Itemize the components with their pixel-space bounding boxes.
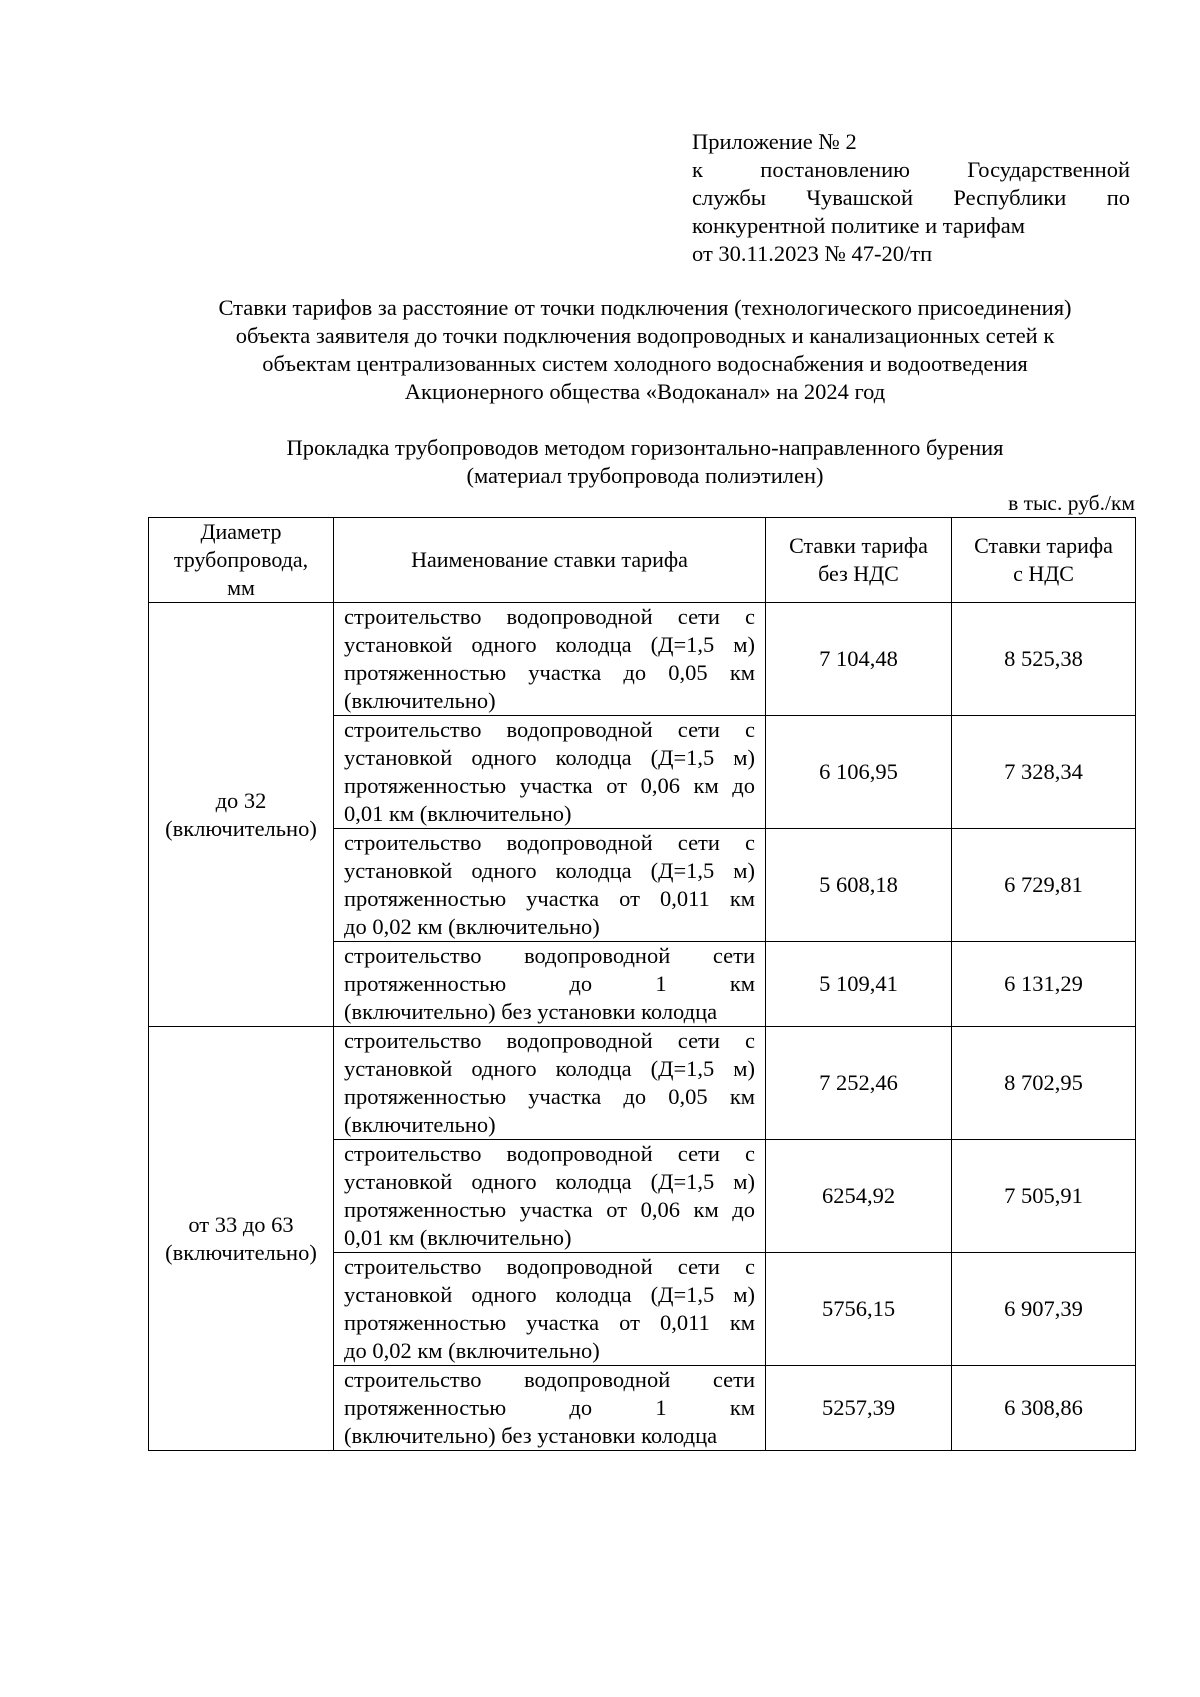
rate-with-vat-cell: 7 328,34 bbox=[952, 716, 1136, 829]
tariff-name-cell bbox=[334, 942, 766, 1027]
tariff-name-cell bbox=[334, 1366, 766, 1451]
tariff-name-cell bbox=[334, 829, 766, 942]
rate-with-vat-cell: 8 525,38 bbox=[952, 603, 1136, 716]
tariff-name-word: протяженностью bbox=[344, 1395, 507, 1420]
rate-no-vat-cell: 7 104,48 bbox=[766, 603, 952, 716]
diameter-line: до 32 bbox=[215, 787, 267, 813]
tariff-name-line bbox=[344, 1394, 755, 1422]
annex-block bbox=[692, 128, 1130, 268]
tariff-name-word: км bbox=[729, 971, 755, 996]
rate-no-vat-cell: 7 252,46 bbox=[766, 1027, 952, 1140]
tariff-table bbox=[148, 517, 1136, 1451]
tariff-name-cell bbox=[334, 1140, 766, 1253]
annex-line: к постановлению Государственной bbox=[692, 157, 1130, 182]
rate-no-vat-cell: 5 109,41 bbox=[766, 942, 952, 1027]
title-line: объекта заявителя до точки подключения водопроводных и канализационных сетей к bbox=[235, 323, 1055, 348]
header-no-vat bbox=[766, 518, 952, 603]
tariff-name-line: установкой одного колодца (Д=1,5 м) bbox=[344, 745, 755, 770]
tariff-name-line: протяженностью участка до 0,05 км bbox=[344, 660, 755, 685]
rate-with-vat-cell: 6 907,39 bbox=[952, 1253, 1136, 1366]
tariff-name-cell bbox=[334, 1027, 766, 1140]
units-label: в тыс. руб./км bbox=[1008, 491, 1135, 515]
tariff-name-line: 0,01 км (включительно) bbox=[344, 1225, 572, 1250]
tariff-name-word: до bbox=[569, 971, 593, 996]
annex-line: конкурентной политике и тарифам bbox=[692, 213, 1025, 238]
rate-with-vat-cell: 7 505,91 bbox=[952, 1140, 1136, 1253]
annex-line: службы Чувашской Республики по bbox=[692, 185, 1130, 210]
rate-with-vat-cell: 8 702,95 bbox=[952, 1027, 1136, 1140]
tariff-name-line: протяженностью участка от 0,011 км bbox=[344, 886, 755, 911]
tariff-name-line: установкой одного колодца (Д=1,5 м) bbox=[344, 1056, 755, 1081]
tariff-name-line: строительство водопроводной сети с bbox=[344, 717, 755, 742]
tariff-name-line: установкой одного колодца (Д=1,5 м) bbox=[344, 1282, 755, 1307]
tariff-name-line: установкой одного колодца (Д=1,5 м) bbox=[344, 1169, 755, 1194]
header-with-vat-line: с НДС bbox=[1013, 561, 1074, 586]
tariff-name-line: протяженностью участка от 0,06 км до bbox=[344, 1197, 755, 1222]
header-with-vat bbox=[952, 518, 1136, 603]
tariff-name-line: установкой одного колодца (Д=1,5 м) bbox=[344, 632, 755, 657]
tariff-name-cell bbox=[334, 603, 766, 716]
rate-no-vat-cell: 6 106,95 bbox=[766, 716, 952, 829]
table-row bbox=[149, 1027, 1136, 1140]
tariff-name-line: протяженностью участка от 0,06 км до bbox=[344, 773, 755, 798]
document-title bbox=[140, 294, 1150, 406]
tariff-name-word: протяженностью bbox=[344, 971, 507, 996]
subtitle-line: Прокладка трубопроводов методом горизонтально-направленного бурения bbox=[286, 435, 1004, 460]
diameter-line: (включительно) bbox=[165, 815, 317, 841]
title-line: Акционерного общества «Водоканал» на 2024 год bbox=[404, 379, 886, 404]
diameter-line: (включительно) bbox=[165, 1239, 317, 1265]
annex-line: от 30.11.2023 № 47-20/тп bbox=[692, 241, 933, 266]
header-diameter-line: Диаметр bbox=[200, 519, 282, 544]
tariff-name-line: строительство водопроводной сети bbox=[344, 1367, 755, 1392]
section-subtitle bbox=[140, 434, 1150, 490]
tariff-name-cell bbox=[334, 716, 766, 829]
header-diameter-line: трубопровода, bbox=[173, 547, 309, 572]
title-line: Ставки тарифов за расстояние от точки подключения (технологического присоединения) bbox=[218, 295, 1072, 320]
header-no-vat-line: Ставки тарифа bbox=[789, 533, 928, 558]
tariff-name-line bbox=[344, 970, 755, 998]
tariff-name-line: (включительно) без установки колодца bbox=[344, 1423, 718, 1448]
tariff-name-line: до 0,02 км (включительно) bbox=[344, 1338, 600, 1363]
subtitle-line: (материал трубопровода полиэтилен) bbox=[466, 463, 824, 488]
header-diameter bbox=[149, 518, 334, 603]
diameter-line: от 33 до 63 bbox=[188, 1211, 294, 1237]
header-diameter-line: мм bbox=[227, 575, 255, 600]
tariff-name-word: 1 bbox=[655, 971, 667, 996]
table-header-row bbox=[149, 518, 1136, 603]
tariff-name-line: 0,01 км (включительно) bbox=[344, 801, 572, 826]
header-name: Наименование ставки тарифа bbox=[334, 518, 766, 603]
annex-line: Приложение № 2 bbox=[692, 129, 857, 154]
diameter-cell bbox=[149, 603, 334, 1027]
tariff-name-line: строительство водопроводной сети с bbox=[344, 1254, 755, 1279]
tariff-name-line: протяженностью участка до 0,05 км bbox=[344, 1084, 755, 1109]
tariff-name-word: до bbox=[569, 1395, 593, 1420]
diameter-cell bbox=[149, 1027, 334, 1451]
table-body bbox=[149, 603, 1136, 1451]
header-with-vat-line: Ставки тарифа bbox=[974, 533, 1113, 558]
tariff-name-line: строительство водопроводной сети bbox=[344, 943, 755, 968]
rate-with-vat-cell: 6 308,86 bbox=[952, 1366, 1136, 1451]
tariff-name-line: протяженностью участка от 0,011 км bbox=[344, 1310, 755, 1335]
tariff-name-line: строительство водопроводной сети с bbox=[344, 1028, 755, 1053]
tariff-name-line: строительство водопроводной сети с bbox=[344, 830, 755, 855]
tariff-name-line: (включительно) bbox=[344, 688, 496, 713]
rate-no-vat-cell: 6254,92 bbox=[766, 1140, 952, 1253]
rate-no-vat-cell: 5756,15 bbox=[766, 1253, 952, 1366]
header-no-vat-line: без НДС bbox=[818, 561, 899, 586]
tariff-name-line: установкой одного колодца (Д=1,5 м) bbox=[344, 858, 755, 883]
tariff-name-word: 1 bbox=[655, 1395, 667, 1420]
tariff-name-line: (включительно) без установки колодца bbox=[344, 999, 718, 1024]
tariff-name-word: км bbox=[729, 1395, 755, 1420]
title-line: объектам централизованных систем холодного водоснабжения и водоотведения bbox=[262, 351, 1028, 376]
tariff-name-line: строительство водопроводной сети с bbox=[344, 604, 755, 629]
rate-with-vat-cell: 6 729,81 bbox=[952, 829, 1136, 942]
rate-no-vat-cell: 5257,39 bbox=[766, 1366, 952, 1451]
tariff-name-line: до 0,02 км (включительно) bbox=[344, 914, 600, 939]
table-row bbox=[149, 603, 1136, 716]
rate-with-vat-cell: 6 131,29 bbox=[952, 942, 1136, 1027]
tariff-name-cell bbox=[334, 1253, 766, 1366]
tariff-name-line: (включительно) bbox=[344, 1112, 496, 1137]
rate-no-vat-cell: 5 608,18 bbox=[766, 829, 952, 942]
tariff-name-line: строительство водопроводной сети с bbox=[344, 1141, 755, 1166]
